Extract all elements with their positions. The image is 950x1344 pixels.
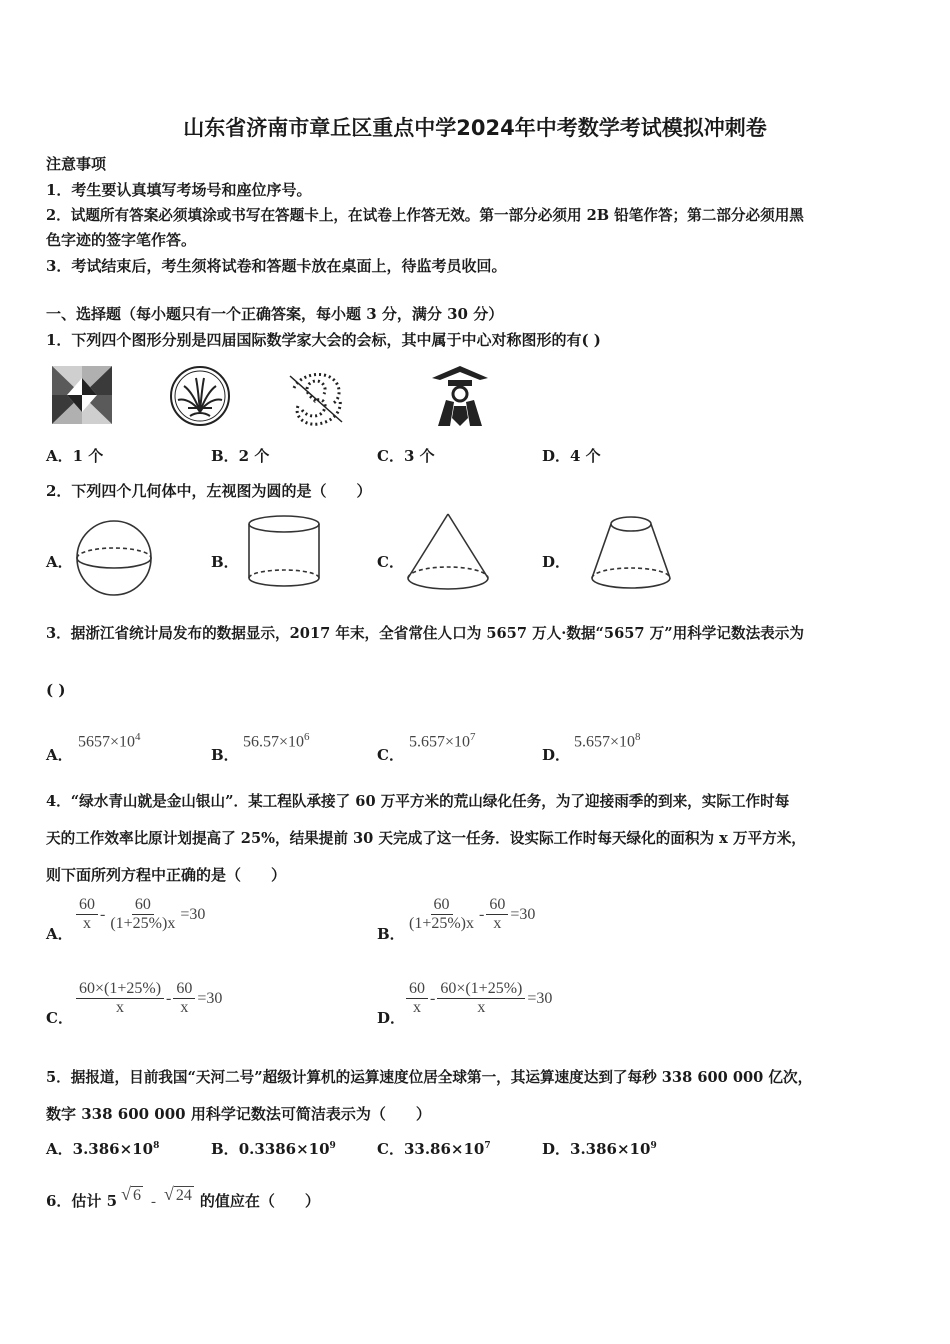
q5-option-b[interactable]: B．$0.3386\times 10^9$: [211, 1140, 336, 1158]
question-6-stem: 6．估计 5 √ 6 - √ 24 的值应在（ ）: [46, 1184, 320, 1210]
q3-option-d-value: $5.657\times 10^8$: [574, 731, 641, 751]
notice-item: 3．考试结束后，考生须将试卷和答题卡放在桌面上，待监考员收回。: [46, 257, 507, 275]
q4-option-a-equation: $\frac{60}{x}$ - $\frac{60}{(1+25\%)x}$ =30: [76, 896, 205, 934]
notice-item: 1．考生要认真填写考场号和座位序号。: [46, 181, 312, 199]
question-3-stem: 3．据浙江省统计局发布的数据显示，2017 年末，全省常住人口为 5657 万人·数据“5657 万”用科学记数法表示为: [46, 625, 804, 642]
q3-option-b-value: $56.57\times 10^6$: [243, 731, 310, 751]
question-1-stem: 1．下列四个图形分别是四届国际数学家大会的会标，其中属于中心对称图形的有( ): [46, 331, 601, 349]
q4-option-b-equation: $\frac{60}{(1+25\%)x}$ - $\frac{60}{x}$ =30: [409, 896, 536, 933]
notice-item: 2．试题所有答案必须填涂或书写在答题卡上，在试卷上作答无效。第一部分必须用 2B 铅笔作答；第二部分必须用黑: [46, 207, 804, 224]
q4-option-d-equation: $\frac{60}{x}$ - $\frac{60\times(1+25\%)}{x}$ =30: [406, 980, 552, 1018]
frustum-icon: [588, 514, 674, 592]
circle-flower-logo-icon: [168, 364, 232, 428]
q4-option-d[interactable]: D．: [377, 1009, 406, 1027]
notice-heading: 注意事项: [46, 155, 107, 173]
q2-option-d[interactable]: D．: [542, 553, 571, 571]
page-title: 山东省济南市章丘区重点中学2024年中考数学考试模拟冲刺卷: [183, 116, 767, 140]
q2-option-b[interactable]: B．: [211, 553, 239, 571]
q5-option-d[interactable]: D．$3.386\times 10^9$: [542, 1140, 657, 1158]
cone-icon: [404, 512, 492, 592]
q4-option-c-equation: $\frac{60\times(1+25\%)}{x}$ - $\frac{60}{x}$ =30: [76, 980, 222, 1018]
cylinder-icon: [245, 514, 323, 590]
question-4-stem: 则下面所列方程中正确的是（ ）: [46, 866, 287, 884]
sphere-icon: [74, 518, 154, 598]
question-4-stem: 4．“绿水青山就是金山银山”．某工程队承接了 60 万平方米的荒山绿化任务，为了迎接雨季的到来，实际工作时每: [46, 793, 790, 810]
q1-option-b[interactable]: B．2 个: [211, 447, 270, 465]
q3-option-a[interactable]: A．: [46, 746, 73, 764]
question-3-paren: ( ): [46, 681, 66, 699]
q1-option-a[interactable]: A．1 个: [46, 447, 104, 465]
sqrt-24: √ 24: [164, 1184, 192, 1204]
section-heading: 一、选择题（每小题只有一个正确答案，每小题 3 分，满分 30 分）: [46, 305, 504, 323]
notice-item: 色字迹的签字笔作答。: [46, 231, 197, 249]
q2-option-a[interactable]: A．: [46, 553, 73, 571]
tower-logo-icon: [428, 366, 492, 428]
q4-option-b[interactable]: B．: [377, 925, 405, 943]
q3-option-c[interactable]: C．: [377, 746, 404, 764]
sqrt-6: √ 6: [121, 1184, 141, 1204]
q5-option-c[interactable]: C．$33.86\times 10^7$: [377, 1140, 491, 1158]
q4-option-c[interactable]: C．: [46, 1009, 73, 1027]
question-2-stem: 2．下列四个几何体中，左视图为圆的是（ ）: [46, 482, 372, 500]
q1-option-c[interactable]: C．3 个: [377, 447, 435, 465]
q2-option-c[interactable]: C．: [377, 553, 404, 571]
question-4-stem: 天的工作效率比原计划提高了 25%，结果提前 30 天完成了这一任务．设实际工作时每天绿化的面积为 x 万平方米，: [46, 830, 806, 847]
q1-option-d[interactable]: D．4 个: [542, 447, 601, 465]
q3-option-a-value: $5657\times 10^4$: [78, 731, 141, 751]
q3-option-b[interactable]: B．: [211, 746, 239, 764]
q4-option-a[interactable]: A．: [46, 925, 73, 943]
question-5-stem: 数字 338 600 000 用科学记数法可简洁表示为（ ）: [46, 1105, 431, 1123]
question-5-stem: 5．据报道，目前我国“天河二号”超级计算机的运算速度位居全球第一，其运算速度达到了每秒 338 600 000 亿次，: [46, 1069, 813, 1086]
q3-option-c-value: $5.657\times 10^7$: [409, 731, 476, 751]
q3-option-d[interactable]: D．: [542, 746, 571, 764]
pinwheel-logo-icon: [52, 366, 112, 424]
q5-option-a[interactable]: A．$3.386\times 10^8$: [46, 1140, 160, 1158]
dotted-swirl-logo-icon: [284, 366, 348, 430]
